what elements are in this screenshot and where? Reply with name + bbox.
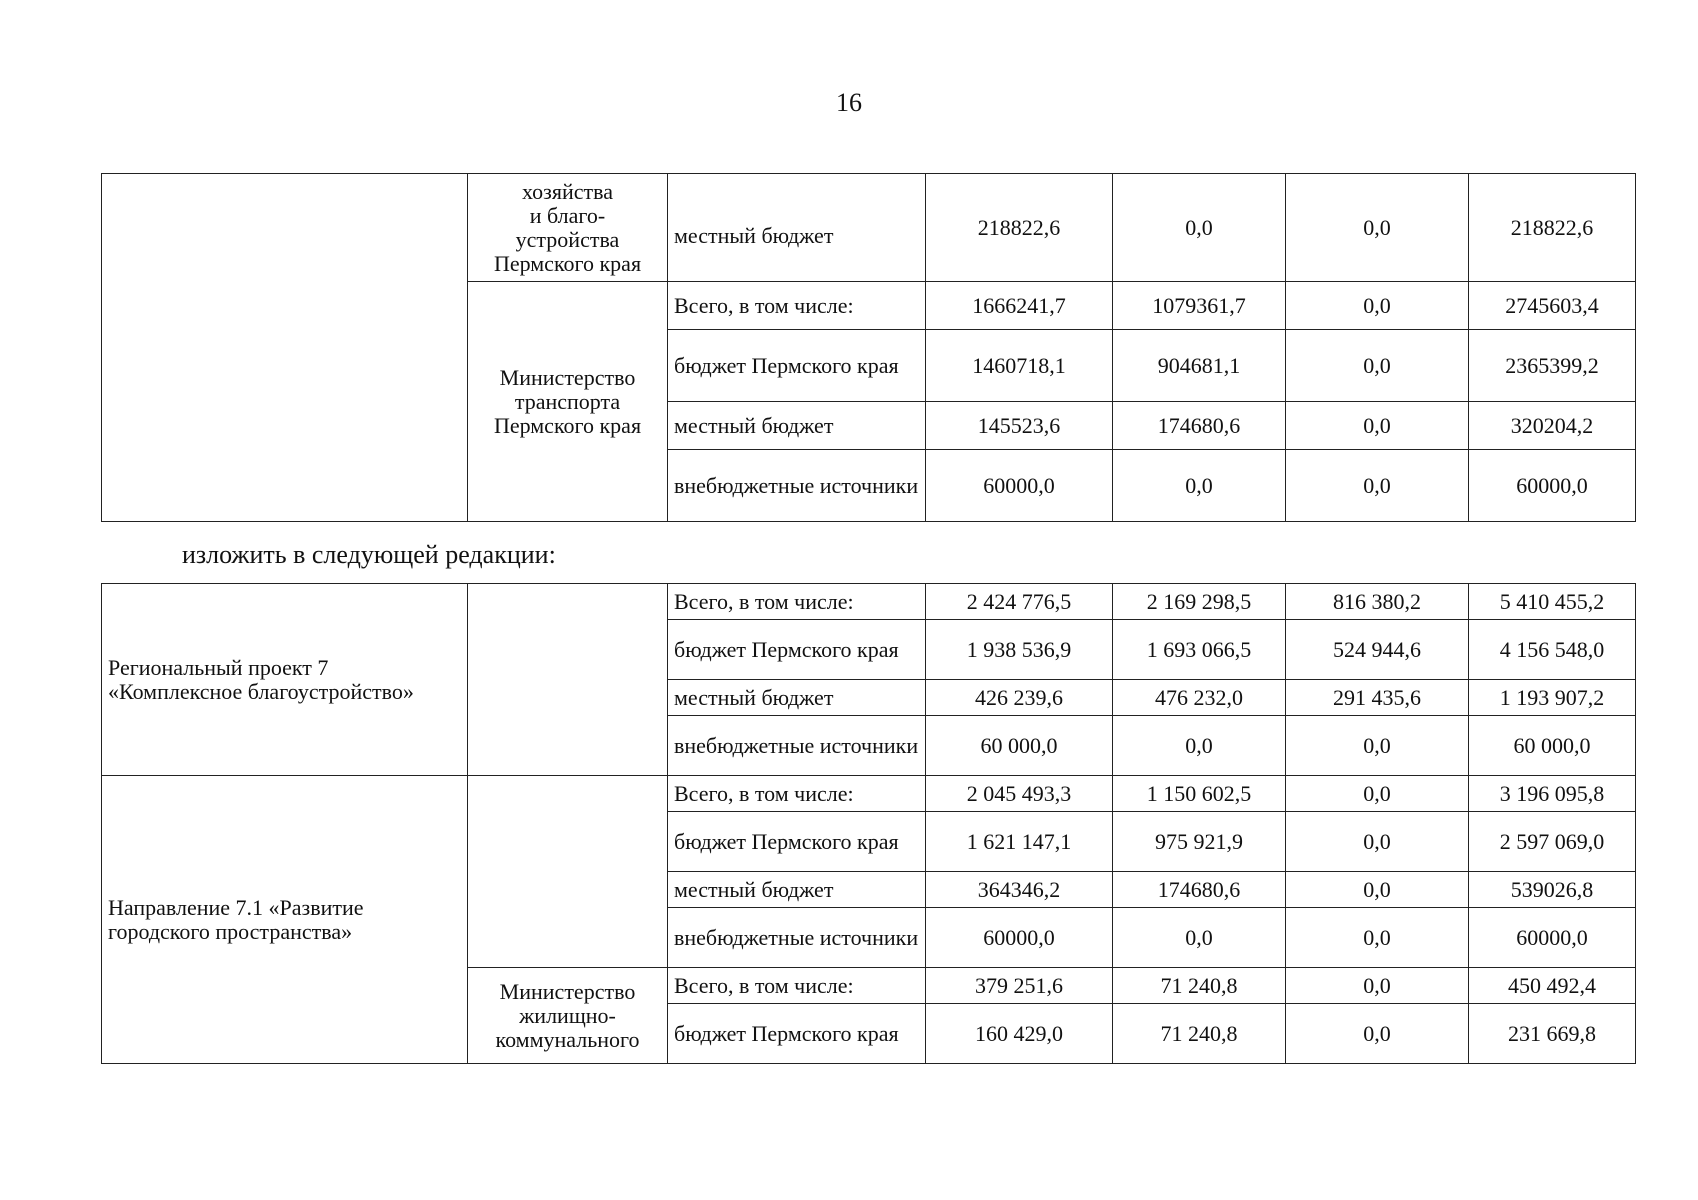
value-cell: 2 424 776,5 bbox=[926, 584, 1113, 620]
value-cell: 1460718,1 bbox=[926, 330, 1113, 402]
value-cell: 1 621 147,1 bbox=[926, 812, 1113, 872]
org-line: Пермского края bbox=[493, 250, 642, 276]
funding-source-label: бюджет Пермского края bbox=[668, 620, 926, 680]
funding-source-label: бюджет Пермского края bbox=[668, 1004, 926, 1064]
value-cell: 231 669,8 bbox=[1469, 1004, 1636, 1064]
funding-source-label: местный бюджет bbox=[668, 174, 926, 282]
value-cell: 0,0 bbox=[1286, 872, 1469, 908]
page-number: 16 bbox=[836, 88, 862, 117]
value-cell: 379 251,6 bbox=[926, 968, 1113, 1004]
value-cell: 0,0 bbox=[1286, 1004, 1469, 1064]
org-line: коммунального bbox=[495, 1026, 640, 1052]
value-cell: 364346,2 bbox=[926, 872, 1113, 908]
value-cell: 904681,1 bbox=[1113, 330, 1286, 402]
funding-source-label: внебюджетные источники bbox=[668, 450, 926, 522]
funding-source-label: внебюджетные источники bbox=[668, 716, 926, 776]
org-line: Министерство bbox=[499, 364, 636, 390]
org-line: устройства bbox=[515, 226, 620, 252]
value-cell: 0,0 bbox=[1286, 450, 1469, 522]
budget-table-old bbox=[101, 173, 1636, 522]
value-cell: 60000,0 bbox=[926, 908, 1113, 968]
value-cell: 174680,6 bbox=[1113, 872, 1286, 908]
budget-table-new bbox=[101, 583, 1636, 1064]
value-cell: 320204,2 bbox=[1469, 402, 1636, 450]
org-line: Министерство bbox=[499, 978, 636, 1004]
org-name-cell bbox=[468, 968, 668, 1064]
funding-source-label: бюджет Пермского края bbox=[668, 330, 926, 402]
value-cell: 476 232,0 bbox=[1113, 680, 1286, 716]
funding-source-label: Всего, в том числе: bbox=[668, 776, 926, 812]
funding-source-label: бюджет Пермского края bbox=[668, 812, 926, 872]
value-cell: 450 492,4 bbox=[1469, 968, 1636, 1004]
funding-source-label: местный бюджет bbox=[668, 402, 926, 450]
value-cell: 60000,0 bbox=[1469, 450, 1636, 522]
value-cell: 2745603,4 bbox=[1469, 282, 1636, 330]
intro-text: изложить в следующей редакции: bbox=[182, 540, 556, 569]
section-title-cell: Региональный проект 7 «Комплексное благоустройство» bbox=[102, 584, 468, 776]
value-cell: 60 000,0 bbox=[1469, 716, 1636, 776]
value-cell: 145523,6 bbox=[926, 402, 1113, 450]
value-cell: 218822,6 bbox=[1469, 174, 1636, 282]
value-cell: 1666241,7 bbox=[926, 282, 1113, 330]
table-row bbox=[102, 776, 1636, 812]
value-cell: 0,0 bbox=[1286, 330, 1469, 402]
value-cell: 218822,6 bbox=[926, 174, 1113, 282]
value-cell: 60000,0 bbox=[1469, 908, 1636, 968]
value-cell: 4 156 548,0 bbox=[1469, 620, 1636, 680]
value-cell: 539026,8 bbox=[1469, 872, 1636, 908]
value-cell: 0,0 bbox=[1113, 450, 1286, 522]
value-cell: 0,0 bbox=[1286, 776, 1469, 812]
empty-cell bbox=[102, 174, 468, 522]
value-cell: 60000,0 bbox=[926, 450, 1113, 522]
value-cell: 2 597 069,0 bbox=[1469, 812, 1636, 872]
value-cell: 160 429,0 bbox=[926, 1004, 1113, 1064]
value-cell: 2 169 298,5 bbox=[1113, 584, 1286, 620]
value-cell: 0,0 bbox=[1113, 174, 1286, 282]
value-cell: 3 196 095,8 bbox=[1469, 776, 1636, 812]
value-cell: 2365399,2 bbox=[1469, 330, 1636, 402]
empty-cell bbox=[468, 776, 668, 968]
funding-source-label: местный бюджет bbox=[668, 680, 926, 716]
value-cell: 0,0 bbox=[1286, 282, 1469, 330]
value-cell: 60 000,0 bbox=[926, 716, 1113, 776]
value-cell: 1 938 536,9 bbox=[926, 620, 1113, 680]
value-cell: 1 150 602,5 bbox=[1113, 776, 1286, 812]
value-cell: 71 240,8 bbox=[1113, 968, 1286, 1004]
value-cell: 174680,6 bbox=[1113, 402, 1286, 450]
org-name-cell bbox=[468, 174, 668, 282]
funding-source-label: местный бюджет bbox=[668, 872, 926, 908]
funding-source-label: внебюджетные источники bbox=[668, 908, 926, 968]
value-cell: 5 410 455,2 bbox=[1469, 584, 1636, 620]
org-line: жилищно- bbox=[519, 1002, 616, 1028]
value-cell: 0,0 bbox=[1286, 968, 1469, 1004]
funding-source-label: Всего, в том числе: bbox=[668, 282, 926, 330]
funding-source-label: Всего, в том числе: bbox=[668, 968, 926, 1004]
org-line: транспорта bbox=[514, 388, 621, 414]
value-cell: 1079361,7 bbox=[1113, 282, 1286, 330]
org-line: Пермского края bbox=[493, 412, 642, 438]
value-cell: 524 944,6 bbox=[1286, 620, 1469, 680]
value-cell: 1 193 907,2 bbox=[1469, 680, 1636, 716]
value-cell: 0,0 bbox=[1286, 174, 1469, 282]
value-cell: 1 693 066,5 bbox=[1113, 620, 1286, 680]
value-cell: 0,0 bbox=[1113, 908, 1286, 968]
value-cell: 291 435,6 bbox=[1286, 680, 1469, 716]
org-line: и благо- bbox=[529, 202, 606, 228]
value-cell: 0,0 bbox=[1113, 716, 1286, 776]
value-cell: 975 921,9 bbox=[1113, 812, 1286, 872]
value-cell: 0,0 bbox=[1286, 812, 1469, 872]
value-cell: 0,0 bbox=[1286, 716, 1469, 776]
org-line: хозяйства bbox=[522, 178, 613, 204]
value-cell: 816 380,2 bbox=[1286, 584, 1469, 620]
org-name-cell bbox=[468, 282, 668, 522]
table-row bbox=[102, 174, 1636, 282]
funding-source-label: Всего, в том числе: bbox=[668, 584, 926, 620]
value-cell: 0,0 bbox=[1286, 908, 1469, 968]
value-cell: 426 239,6 bbox=[926, 680, 1113, 716]
value-cell: 71 240,8 bbox=[1113, 1004, 1286, 1064]
table-row bbox=[102, 584, 1636, 620]
value-cell: 2 045 493,3 bbox=[926, 776, 1113, 812]
section-title-cell: Направление 7.1 «Развитие городского пространства» bbox=[102, 776, 468, 1064]
value-cell: 0,0 bbox=[1286, 402, 1469, 450]
empty-cell bbox=[468, 584, 668, 776]
